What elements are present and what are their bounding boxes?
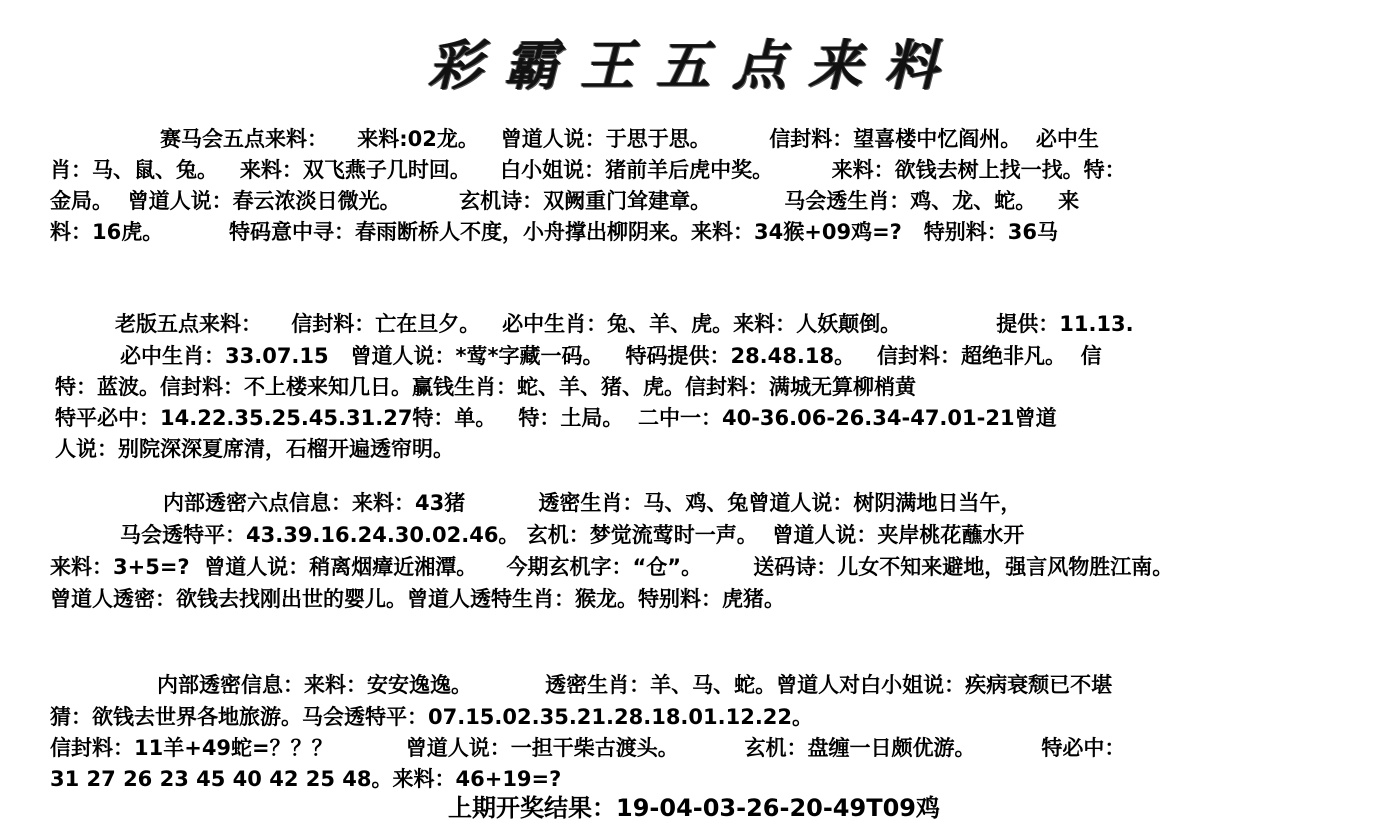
section2-line5: 人说：别院深深夏席清，石榴开遍透帘明。 (55, 437, 454, 461)
section1-line2: 肖：马、鼠、兔。 来料：双飞燕子几时回。 白小姐说：猪前羊后虎中奖。 来料：欲钱去树上找一找。特： (50, 158, 1126, 182)
section4-line2: 猜：欲钱去世界各地旅游。马会透特平：07.15.02.35.21.28.18.01.12.22。 (50, 705, 814, 729)
section2-line1: 老版五点来料： 信封料：亡在旦夕。 必中生肖：兔、羊、虎。来料：人妖颠倒。 提供：11.13. (115, 312, 1134, 336)
section1-line4: 料：16虎。 特码意中寻：春雨断桥人不度，小舟撑出柳阴来。来料：34猴+09鸡=? 特别料：36马 (50, 220, 1058, 244)
section4-line1: 内部透密信息：来料：安安逸逸。 透密生肖：羊、马、蛇。曾道人对白小姐说：疾病衰颓已不堪 (157, 673, 1113, 697)
section3-line2: 马会透特平：43.39.16.24.30.02.46。 玄机：梦觉流莺时一声。 曾道人说：夹岸桃花蘸水开 (120, 523, 1025, 547)
section4-line3: 信封料：11羊+49蛇=？？？ 曾道人说：一担干柴古渡头。 玄机：盘缠一日颇优游。 特必中： (50, 736, 1126, 760)
last-draw-result: 上期开奖结果：19-04-03-26-20-49T09鸡 (448, 794, 940, 822)
section2-line3: 特：蓝波。信封料：不上楼来知几日。赢钱生肖：蛇、羊、猪、虎。信封料：满城无算柳梢黄 (55, 375, 916, 399)
section2-line2: 必中生肖：33.07.15 曾道人说：*莺*字藏一码。 特码提供：28.48.18。 信封料：超绝非凡。 信 (120, 344, 1102, 368)
section3-line4: 曾道人透密：欲钱去找刚出世的婴儿。曾道人透特生肖：猴龙。特别料：虎猪。 (50, 587, 785, 611)
page-title: 彩霸王五点来料 (428, 33, 960, 97)
section2-line4: 特平必中：14.22.35.25.45.31.27特：单。 特：土局。 二中一：40-36.06-26.34-47.01-21曾道 (55, 406, 1057, 430)
section4-line4: 31 27 26 23 45 40 42 25 48。来料：46+19=? (50, 767, 562, 791)
section1-line3: 金局。 曾道人说：春云浓淡日微光。 玄机诗：双阙重门耸建章。 马会透生肖：鸡、龙、蛇。 来 (50, 189, 1080, 213)
section3-line1: 内部透密六点信息：来料：43猪 透密生肖：马、鸡、兔曾道人说：树阴满地日当午， (163, 491, 1022, 515)
section1-line1: 赛马会五点来料： 来料:02龙。 曾道人说：于思于思。 信封料：望喜楼中忆阎州。 必中生 (160, 127, 1099, 151)
section3-line3: 来料：3+5=? 曾道人说：稍离烟瘴近湘潭。 今期玄机字：“仓”。 送码诗：儿女不知来避地，强言风物胜江南。 (50, 555, 1174, 579)
